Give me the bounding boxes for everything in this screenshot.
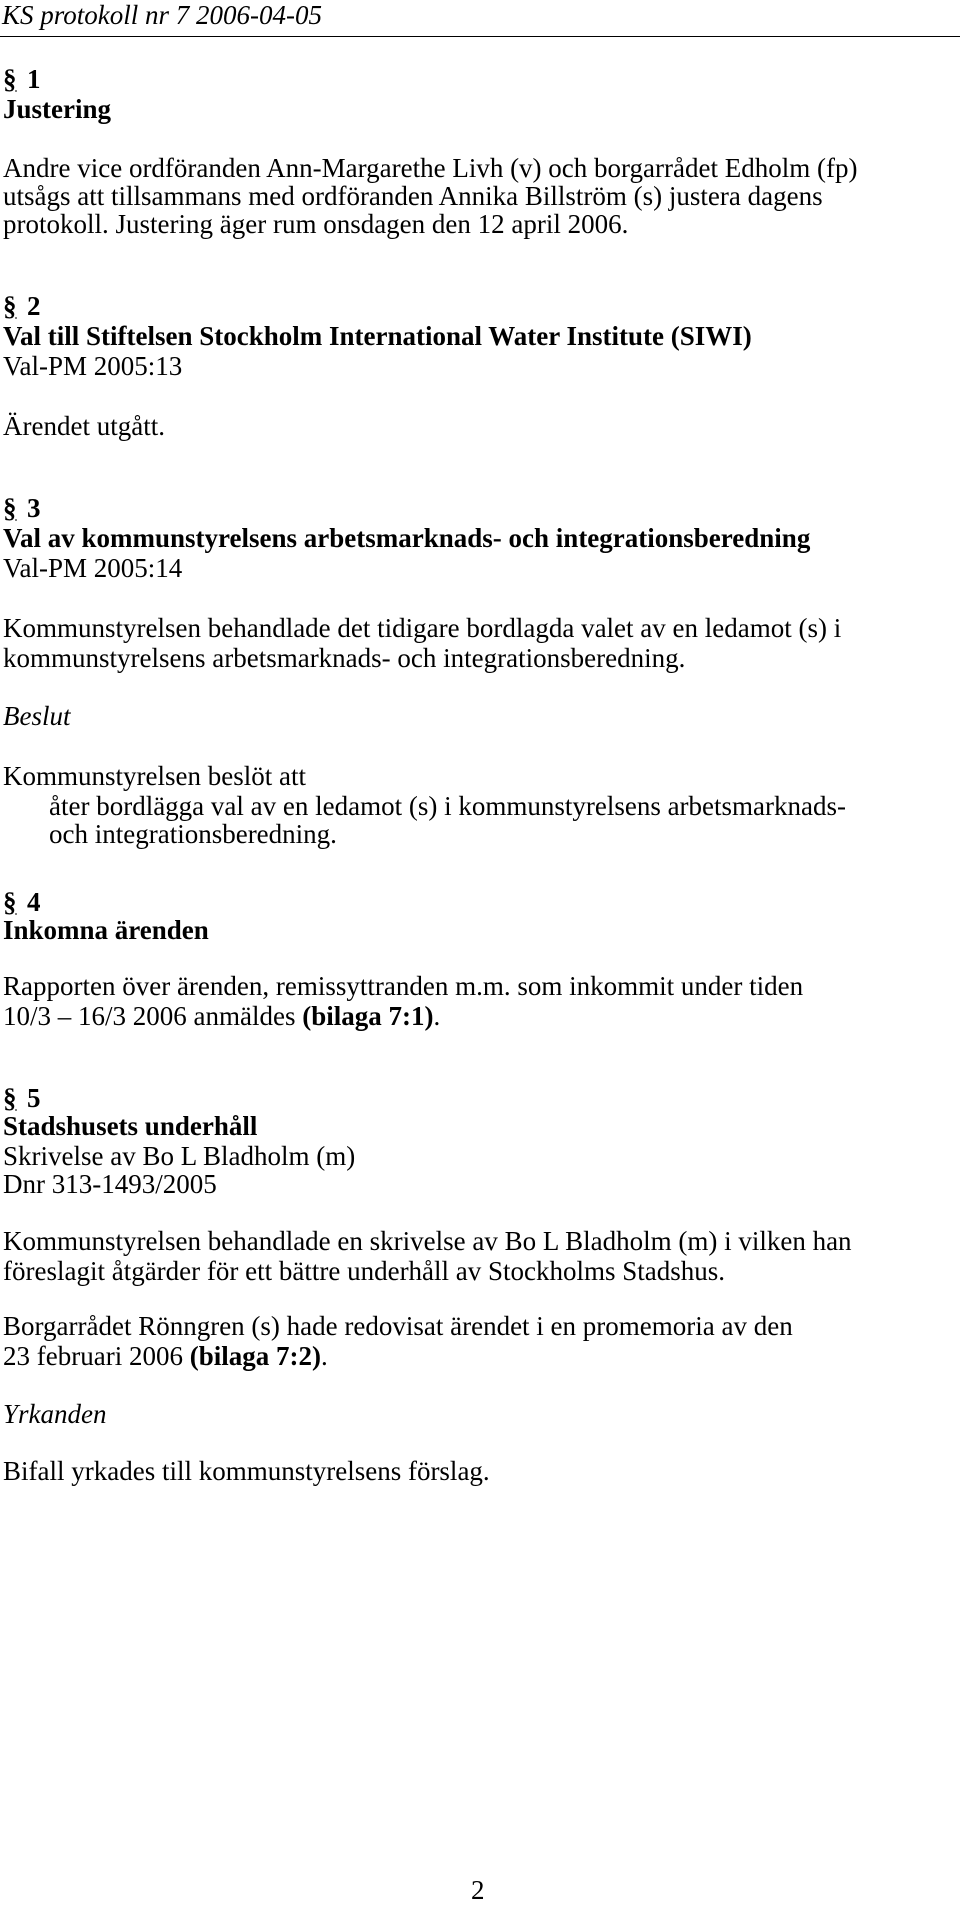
section-3-body-line: kommunstyrelsens arbetsmarknads- och integrationsberedning. xyxy=(3,643,686,673)
section-5-number: § 5 xyxy=(3,1083,41,1113)
section-5-body-line: föreslagit åtgärder för ett bättre underhåll av Stockholms Stadshus. xyxy=(3,1256,726,1286)
section-5-reference: Dnr 313-1493/2005 xyxy=(3,1169,217,1199)
section-4-body-line: 10/3 – 16/3 2006 anmäldes (bilaga 7:1). xyxy=(3,1001,441,1031)
section-3-number: § 3 xyxy=(3,493,41,523)
section-1-body-line: utsågs att tillsammans med ordföranden Annika Billström (s) justera dagens xyxy=(3,181,823,211)
section-4-body-line: Rapporten över ärenden, remissyttranden m.m. som inkommit under tiden xyxy=(3,971,804,1001)
section-5-title: Stadshusets underhåll xyxy=(3,1111,258,1141)
section-3-decision-line: åter bordlägga val av en ledamot (s) i kommunstyrelsens arbetsmarknads- xyxy=(49,791,847,821)
section-3-decision-line: och integrationsberedning. xyxy=(49,819,337,849)
section-3-title: Val av kommunstyrelsens arbetsmarknads- och integrationsberedning xyxy=(3,523,811,553)
section-5-motion-heading: Yrkanden xyxy=(3,1399,107,1429)
section-2-number: § 2 xyxy=(3,291,41,321)
attachment-reference: (bilaga 7:1) xyxy=(302,1001,434,1031)
header-divider xyxy=(0,36,960,37)
page-number: 2 xyxy=(471,1875,485,1905)
section-5-motion: Bifall yrkades till kommunstyrelsens förslag. xyxy=(3,1456,490,1486)
section-5-body-line: Borgarrådet Rönngren (s) hade redovisat ärendet i en promemoria av den xyxy=(3,1311,793,1341)
section-4-title: Inkomna ärenden xyxy=(3,915,209,945)
section-2-title: Val till Stiftelsen Stockholm International Water Institute (SIWI) xyxy=(3,321,752,351)
section-3-decision-heading: Beslut xyxy=(3,701,71,731)
section-5-body-line: Kommunstyrelsen behandlade en skrivelse av Bo L Bladholm (m) i vilken han xyxy=(3,1226,852,1256)
section-5-body-line: 23 februari 2006 (bilaga 7:2). xyxy=(3,1341,328,1371)
section-2-body: Ärendet utgått. xyxy=(3,411,165,441)
section-1-title: Justering xyxy=(3,94,111,124)
section-1-body-line: Andre vice ordföranden Ann-Margarethe Livh (v) och borgarrådet Edholm (fp) xyxy=(3,153,858,183)
section-3-body-line: Kommunstyrelsen behandlade det tidigare bordlagda valet av en ledamot (s) i xyxy=(3,613,842,643)
section-3-decision-intro: Kommunstyrelsen beslöt att xyxy=(3,761,306,791)
document-header: KS protokoll nr 7 2006-04-05 xyxy=(2,0,322,30)
section-4-number: § 4 xyxy=(3,887,41,917)
attachment-reference: (bilaga 7:2) xyxy=(189,1341,321,1371)
section-2-reference: Val-PM 2005:13 xyxy=(3,351,183,381)
section-1-body-line: protokoll. Justering äger rum onsdagen den 12 april 2006. xyxy=(3,209,629,239)
section-5-subtitle: Skrivelse av Bo L Bladholm (m) xyxy=(3,1141,356,1171)
section-3-reference: Val-PM 2005:14 xyxy=(3,553,183,583)
section-1-number: § 1 xyxy=(3,64,41,94)
